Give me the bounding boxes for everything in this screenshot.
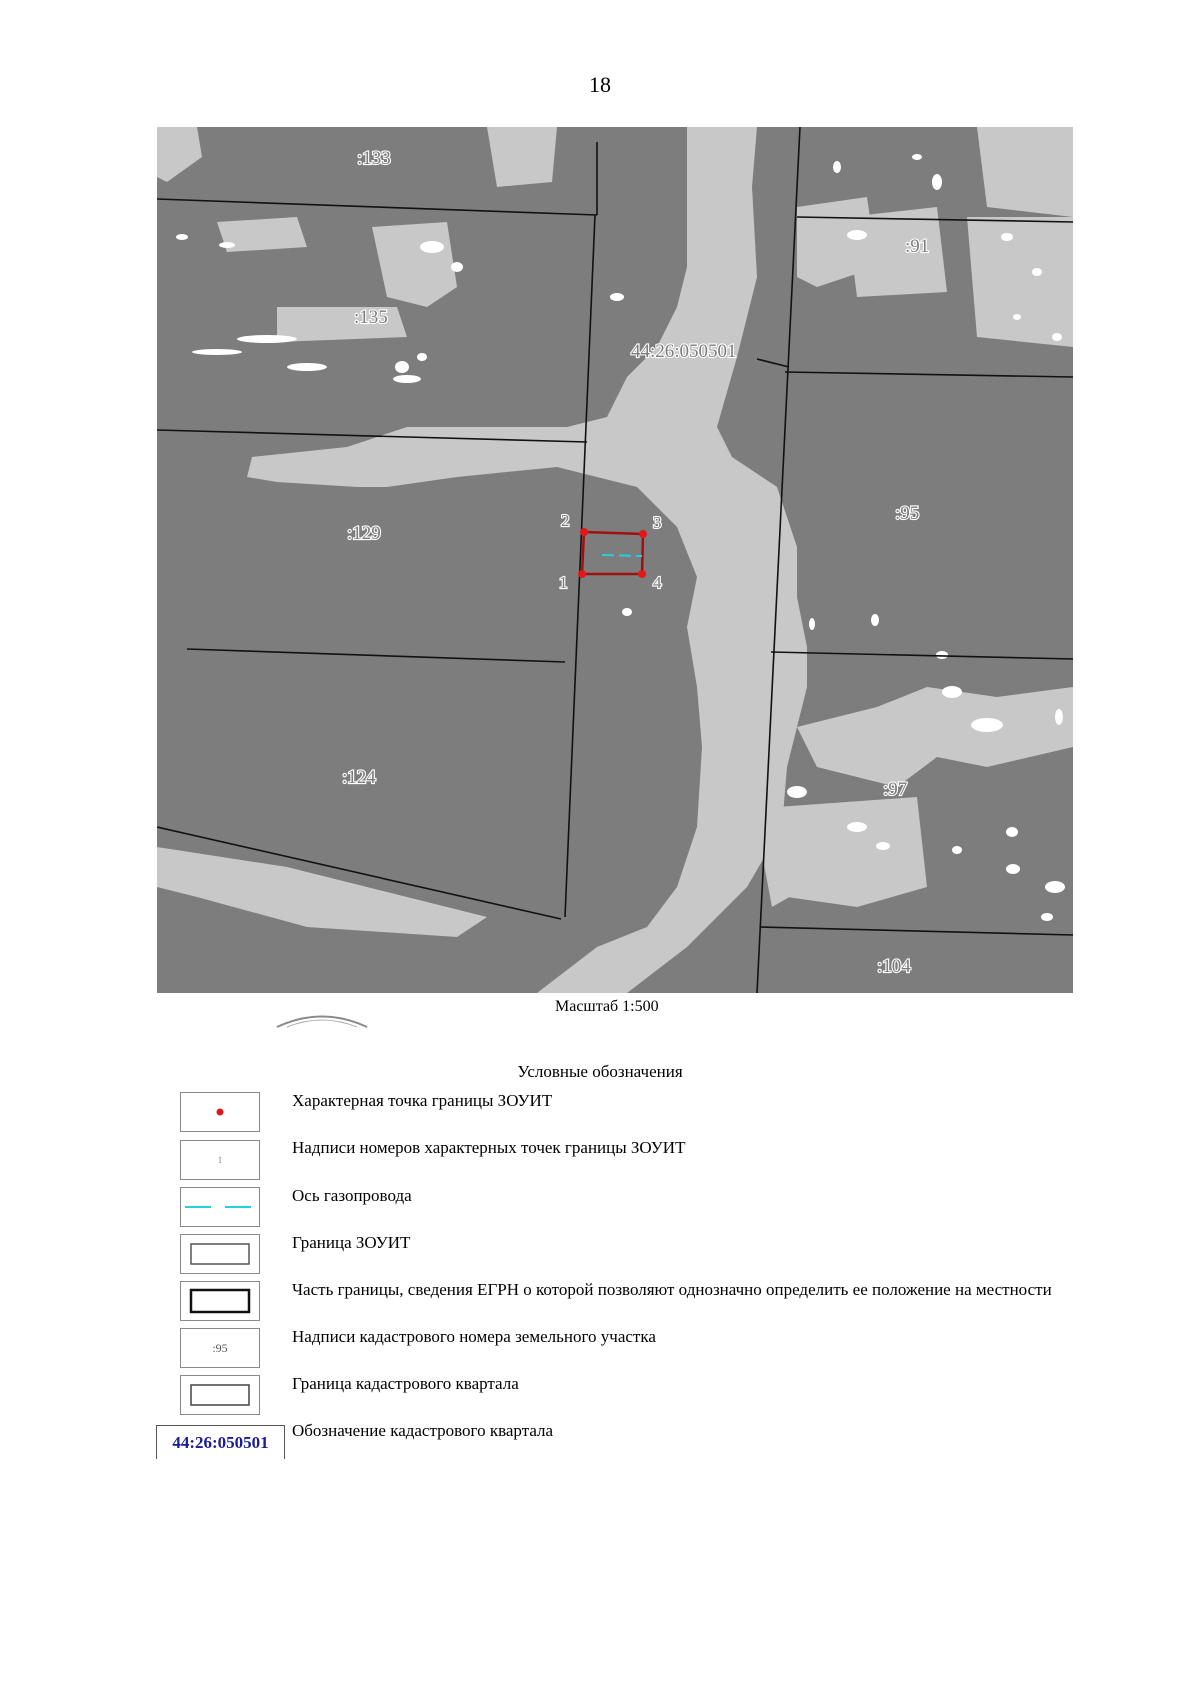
page-number: 18 — [589, 72, 611, 97]
legend-text-boundary-point: Характерная точка границы ЗОУИТ — [292, 1091, 553, 1110]
boundary-line — [187, 649, 565, 662]
legend-text-zouit-boundary: Граница ЗОУИТ — [292, 1233, 411, 1252]
point-label-4: 4 — [653, 573, 662, 592]
gas-pipeline-axis — [602, 555, 642, 556]
stamp-fragment — [272, 1010, 372, 1028]
point-label-2: 2 — [561, 511, 570, 530]
parcel-label-97: :97 — [883, 779, 908, 800]
legend-text-parcel-number: Надписи кадастрового номера земельного участка — [292, 1327, 656, 1346]
legend-text-quarter-label: Обозначение кадастрового квартала — [292, 1421, 554, 1440]
boundary-line — [157, 199, 597, 215]
boundary-line — [565, 215, 595, 917]
legend-symbol-egrn-boundary — [180, 1281, 260, 1321]
scale-label: Масштаб 1:500 — [555, 998, 659, 1015]
legend-symbol-quarter-boundary — [180, 1375, 260, 1415]
rectangle-icon — [181, 1376, 259, 1414]
boundary-point-3 — [639, 530, 647, 538]
legend-text-point-number: Надписи номеров характерных точек границы ЗОУИТ — [292, 1138, 686, 1157]
parcel-label-135: :135 — [354, 307, 388, 328]
road-areas — [157, 127, 1073, 993]
map-canvas — [157, 127, 1073, 993]
parcel-label-95: :95 — [895, 503, 920, 524]
bold-rectangle-icon — [181, 1282, 259, 1320]
boundary-line — [760, 927, 1073, 935]
legend-text-egrn-boundary: Часть границы, сведения ЕГРН о которой позволяют однозначно определить ее положение на местности — [292, 1280, 1052, 1299]
dashed-cyan-line-icon — [181, 1188, 259, 1226]
parcel-label-129: :129 — [347, 523, 381, 544]
legend-symbol-zouit-boundary — [180, 1234, 260, 1274]
legend-symbol-parcel-number — [180, 1328, 260, 1368]
parcel-label-124: :124 — [342, 767, 376, 788]
legend-symbol-gas-pipeline — [180, 1187, 260, 1227]
legend-text-quarter-boundary: Граница кадастрового квартала — [292, 1374, 519, 1393]
zouit-boundary — [582, 532, 643, 574]
legend-title: Условные обозначения — [517, 1062, 683, 1081]
quarter-label: 44:26:050501 — [631, 341, 737, 362]
boundary-point-2 — [580, 528, 588, 536]
parcel-label-104: :104 — [877, 956, 911, 977]
parcel-label-133: :133 — [357, 148, 391, 169]
point-label-1: 1 — [559, 573, 568, 592]
boundary-line — [785, 372, 1073, 377]
boundary-line — [757, 359, 789, 367]
boundary-line — [771, 652, 1073, 659]
cadastral-map — [157, 127, 1073, 993]
red-dot-icon — [181, 1093, 259, 1131]
quarter-badge-icon: 44:26:050501 — [156, 1425, 285, 1459]
boundary-point-1 — [578, 570, 586, 578]
point-label-3: 3 — [653, 513, 662, 532]
legend-symbol-point-number — [180, 1140, 260, 1180]
legend-symbol-boundary-point — [180, 1092, 260, 1132]
boundary-point-4 — [638, 570, 646, 578]
parcel-number-icon: :95 — [212, 1341, 228, 1355]
point-number-icon: 1 — [217, 1155, 223, 1165]
rectangle-icon — [181, 1235, 259, 1273]
legend-text-gas-pipeline: Ось газопровода — [292, 1186, 412, 1205]
parcel-label-91: :91 — [905, 236, 930, 257]
